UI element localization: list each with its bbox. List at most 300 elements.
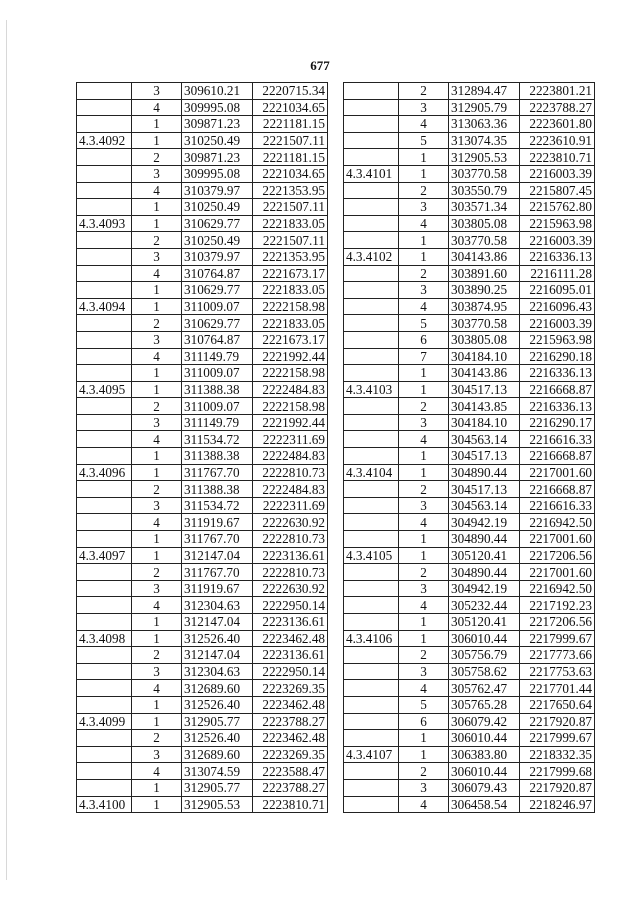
y-coordinate-cell: 2223269.35 bbox=[253, 746, 328, 763]
y-coordinate-cell: 2221992.44 bbox=[253, 348, 328, 365]
table-row bbox=[77, 696, 328, 713]
point-number-cell: 2 bbox=[132, 481, 182, 498]
x-coordinate-cell: 311919.67 bbox=[182, 514, 253, 531]
point-number-cell: 1 bbox=[399, 746, 449, 763]
point-number-cell: 2 bbox=[132, 647, 182, 664]
point-number-cell: 3 bbox=[399, 580, 449, 597]
table-row bbox=[344, 580, 595, 597]
x-coordinate-cell: 311388.38 bbox=[182, 481, 253, 498]
point-number-cell: 3 bbox=[399, 282, 449, 299]
x-coordinate-cell: 312689.60 bbox=[182, 680, 253, 697]
parcel-id-cell bbox=[344, 763, 399, 780]
point-number-cell: 6 bbox=[399, 331, 449, 348]
point-number-cell: 6 bbox=[399, 713, 449, 730]
y-coordinate-cell: 2221507.11 bbox=[253, 132, 328, 149]
parcel-id-cell bbox=[77, 730, 132, 747]
table-row bbox=[344, 614, 595, 631]
y-coordinate-cell: 2216003.39 bbox=[520, 232, 595, 249]
point-number-cell: 1 bbox=[132, 215, 182, 232]
table-row bbox=[77, 348, 328, 365]
x-coordinate-cell: 306458.54 bbox=[449, 796, 520, 813]
table-row bbox=[77, 199, 328, 216]
y-coordinate-cell: 2221034.65 bbox=[253, 165, 328, 182]
table-row bbox=[77, 116, 328, 133]
point-number-cell: 3 bbox=[132, 83, 182, 100]
parcel-id-cell bbox=[77, 564, 132, 581]
parcel-id-cell bbox=[77, 165, 132, 182]
parcel-id-cell: 4.3.4095 bbox=[77, 381, 132, 398]
parcel-id-cell bbox=[344, 448, 399, 465]
parcel-id-cell bbox=[77, 83, 132, 100]
y-coordinate-cell: 2216095.01 bbox=[520, 282, 595, 299]
x-coordinate-cell: 303874.95 bbox=[449, 298, 520, 315]
x-coordinate-cell: 312526.40 bbox=[182, 730, 253, 747]
parcel-id-cell bbox=[344, 132, 399, 149]
table-row bbox=[77, 481, 328, 498]
y-coordinate-cell: 2222158.98 bbox=[253, 298, 328, 315]
parcel-id-cell bbox=[77, 232, 132, 249]
y-coordinate-cell: 2217001.60 bbox=[520, 564, 595, 581]
table-row bbox=[344, 116, 595, 133]
y-coordinate-cell: 2223136.61 bbox=[253, 547, 328, 564]
parcel-id-cell bbox=[344, 796, 399, 813]
parcel-id-cell bbox=[344, 647, 399, 664]
y-coordinate-cell: 2221833.05 bbox=[253, 215, 328, 232]
x-coordinate-cell: 310629.77 bbox=[182, 282, 253, 299]
point-number-cell: 3 bbox=[132, 414, 182, 431]
y-coordinate-cell: 2221833.05 bbox=[253, 282, 328, 299]
y-coordinate-cell: 2222311.69 bbox=[253, 497, 328, 514]
x-coordinate-cell: 306010.44 bbox=[449, 763, 520, 780]
point-number-cell: 1 bbox=[399, 531, 449, 548]
y-coordinate-cell: 2221181.15 bbox=[253, 149, 328, 166]
point-number-cell: 2 bbox=[132, 730, 182, 747]
table-row bbox=[344, 298, 595, 315]
y-coordinate-cell: 2223588.47 bbox=[253, 763, 328, 780]
table-row bbox=[344, 414, 595, 431]
point-number-cell: 1 bbox=[132, 464, 182, 481]
parcel-id-cell bbox=[344, 298, 399, 315]
y-coordinate-cell: 2221992.44 bbox=[253, 414, 328, 431]
y-coordinate-cell: 2215963.98 bbox=[520, 331, 595, 348]
point-number-cell: 1 bbox=[132, 298, 182, 315]
x-coordinate-cell: 304517.13 bbox=[449, 481, 520, 498]
x-coordinate-cell: 313074.35 bbox=[449, 132, 520, 149]
point-number-cell: 1 bbox=[132, 365, 182, 382]
x-coordinate-cell: 312905.77 bbox=[182, 713, 253, 730]
point-number-cell: 1 bbox=[399, 149, 449, 166]
x-coordinate-cell: 312526.40 bbox=[182, 630, 253, 647]
y-coordinate-cell: 2217920.87 bbox=[520, 779, 595, 796]
y-coordinate-cell: 2216290.18 bbox=[520, 348, 595, 365]
table-row bbox=[344, 232, 595, 249]
y-coordinate-cell: 2217753.63 bbox=[520, 663, 595, 680]
table-row bbox=[344, 696, 595, 713]
x-coordinate-cell: 304890.44 bbox=[449, 464, 520, 481]
table-row bbox=[344, 531, 595, 548]
table-row bbox=[77, 796, 328, 813]
y-coordinate-cell: 2216668.87 bbox=[520, 381, 595, 398]
parcel-id-cell bbox=[344, 83, 399, 100]
y-coordinate-cell: 2223801.21 bbox=[520, 83, 595, 100]
point-number-cell: 1 bbox=[132, 282, 182, 299]
parcel-id-cell bbox=[344, 398, 399, 415]
y-coordinate-cell: 2222630.92 bbox=[253, 514, 328, 531]
x-coordinate-cell: 312905.53 bbox=[182, 796, 253, 813]
y-coordinate-cell: 2223601.80 bbox=[520, 116, 595, 133]
y-coordinate-cell: 2216616.33 bbox=[520, 497, 595, 514]
table-row bbox=[77, 331, 328, 348]
table-row bbox=[77, 215, 328, 232]
x-coordinate-cell: 310250.49 bbox=[182, 132, 253, 149]
table-row bbox=[344, 248, 595, 265]
x-coordinate-cell: 306383.80 bbox=[449, 746, 520, 763]
y-coordinate-cell: 2222810.73 bbox=[253, 464, 328, 481]
x-coordinate-cell: 311534.72 bbox=[182, 431, 253, 448]
table-row bbox=[77, 763, 328, 780]
y-coordinate-cell: 2217999.67 bbox=[520, 630, 595, 647]
point-number-cell: 4 bbox=[132, 680, 182, 697]
point-number-cell: 2 bbox=[132, 398, 182, 415]
y-coordinate-cell: 2217206.56 bbox=[520, 547, 595, 564]
parcel-id-cell bbox=[77, 248, 132, 265]
y-coordinate-cell: 2218332.35 bbox=[520, 746, 595, 763]
table-row bbox=[344, 348, 595, 365]
x-coordinate-cell: 303805.08 bbox=[449, 331, 520, 348]
parcel-id-cell bbox=[344, 597, 399, 614]
parcel-id-cell bbox=[77, 431, 132, 448]
parcel-id-cell bbox=[344, 713, 399, 730]
x-coordinate-cell: 305762.47 bbox=[449, 680, 520, 697]
x-coordinate-cell: 303571.34 bbox=[449, 199, 520, 216]
x-coordinate-cell: 310250.49 bbox=[182, 232, 253, 249]
table-row bbox=[344, 165, 595, 182]
x-coordinate-cell: 310764.87 bbox=[182, 265, 253, 282]
table-row bbox=[344, 265, 595, 282]
parcel-id-cell bbox=[77, 265, 132, 282]
table-row bbox=[77, 265, 328, 282]
table-row bbox=[77, 713, 328, 730]
parcel-id-cell: 4.3.4101 bbox=[344, 165, 399, 182]
point-number-cell: 2 bbox=[399, 481, 449, 498]
point-number-cell: 2 bbox=[399, 564, 449, 581]
point-number-cell: 1 bbox=[132, 381, 182, 398]
parcel-id-cell: 4.3.4093 bbox=[77, 215, 132, 232]
point-number-cell: 4 bbox=[399, 597, 449, 614]
page-number: 677 bbox=[310, 58, 330, 73]
parcel-id-cell bbox=[344, 215, 399, 232]
point-number-cell: 2 bbox=[399, 647, 449, 664]
y-coordinate-cell: 2216336.13 bbox=[520, 365, 595, 382]
y-coordinate-cell: 2223462.48 bbox=[253, 630, 328, 647]
y-coordinate-cell: 2216942.50 bbox=[520, 514, 595, 531]
point-number-cell: 4 bbox=[399, 298, 449, 315]
table-row bbox=[77, 282, 328, 299]
y-coordinate-cell: 2216003.39 bbox=[520, 315, 595, 332]
table-row bbox=[344, 796, 595, 813]
x-coordinate-cell: 311919.67 bbox=[182, 580, 253, 597]
y-coordinate-cell: 2216616.33 bbox=[520, 431, 595, 448]
y-coordinate-cell: 2221833.05 bbox=[253, 315, 328, 332]
x-coordinate-cell: 309995.08 bbox=[182, 99, 253, 116]
table-row bbox=[77, 365, 328, 382]
point-number-cell: 1 bbox=[132, 116, 182, 133]
parcel-id-cell: 4.3.4092 bbox=[77, 132, 132, 149]
point-number-cell: 1 bbox=[399, 547, 449, 564]
table-row bbox=[344, 779, 595, 796]
parcel-id-cell: 4.3.4094 bbox=[77, 298, 132, 315]
point-number-cell: 3 bbox=[399, 99, 449, 116]
point-number-cell: 4 bbox=[399, 431, 449, 448]
parcel-id-cell bbox=[77, 149, 132, 166]
parcel-id-cell bbox=[344, 531, 399, 548]
table-row bbox=[344, 182, 595, 199]
x-coordinate-cell: 303891.60 bbox=[449, 265, 520, 282]
table-row bbox=[344, 315, 595, 332]
table-row bbox=[344, 564, 595, 581]
x-coordinate-cell: 312304.63 bbox=[182, 597, 253, 614]
x-coordinate-cell: 312905.77 bbox=[182, 779, 253, 796]
parcel-id-cell bbox=[344, 265, 399, 282]
point-number-cell: 1 bbox=[399, 730, 449, 747]
parcel-id-cell bbox=[77, 663, 132, 680]
x-coordinate-cell: 304563.14 bbox=[449, 431, 520, 448]
x-coordinate-cell: 310629.77 bbox=[182, 315, 253, 332]
parcel-id-cell bbox=[344, 348, 399, 365]
y-coordinate-cell: 2216003.39 bbox=[520, 165, 595, 182]
y-coordinate-cell: 2223269.35 bbox=[253, 680, 328, 697]
table-row bbox=[344, 381, 595, 398]
x-coordinate-cell: 303550.79 bbox=[449, 182, 520, 199]
point-number-cell: 3 bbox=[132, 663, 182, 680]
table-row bbox=[344, 199, 595, 216]
parcel-id-cell bbox=[344, 414, 399, 431]
y-coordinate-cell: 2221673.17 bbox=[253, 331, 328, 348]
y-coordinate-cell: 2217650.64 bbox=[520, 696, 595, 713]
x-coordinate-cell: 304890.44 bbox=[449, 564, 520, 581]
point-number-cell: 1 bbox=[132, 779, 182, 796]
table-row bbox=[77, 564, 328, 581]
parcel-id-cell: 4.3.4105 bbox=[344, 547, 399, 564]
point-number-cell: 1 bbox=[399, 614, 449, 631]
x-coordinate-cell: 313074.59 bbox=[182, 763, 253, 780]
point-number-cell: 1 bbox=[132, 531, 182, 548]
parcel-id-cell bbox=[344, 116, 399, 133]
point-number-cell: 1 bbox=[132, 199, 182, 216]
point-number-cell: 1 bbox=[132, 630, 182, 647]
parcel-id-cell bbox=[77, 647, 132, 664]
point-number-cell: 7 bbox=[399, 348, 449, 365]
x-coordinate-cell: 310250.49 bbox=[182, 199, 253, 216]
x-coordinate-cell: 310379.97 bbox=[182, 182, 253, 199]
point-number-cell: 3 bbox=[399, 779, 449, 796]
y-coordinate-cell: 2215762.80 bbox=[520, 199, 595, 216]
y-coordinate-cell: 2222810.73 bbox=[253, 531, 328, 548]
point-number-cell: 3 bbox=[132, 746, 182, 763]
y-coordinate-cell: 2217999.68 bbox=[520, 763, 595, 780]
parcel-id-cell: 4.3.4097 bbox=[77, 547, 132, 564]
table-row bbox=[77, 149, 328, 166]
y-coordinate-cell: 2223788.27 bbox=[253, 713, 328, 730]
x-coordinate-cell: 306010.44 bbox=[449, 630, 520, 647]
point-number-cell: 1 bbox=[132, 547, 182, 564]
parcel-id-cell bbox=[77, 531, 132, 548]
y-coordinate-cell: 2223136.61 bbox=[253, 647, 328, 664]
parcel-id-cell bbox=[344, 232, 399, 249]
y-coordinate-cell: 2217001.60 bbox=[520, 531, 595, 548]
point-number-cell: 3 bbox=[399, 497, 449, 514]
table-row bbox=[344, 431, 595, 448]
parcel-id-cell bbox=[77, 348, 132, 365]
parcel-id-cell bbox=[344, 431, 399, 448]
x-coordinate-cell: 304143.85 bbox=[449, 398, 520, 415]
table-row bbox=[77, 165, 328, 182]
table-row bbox=[344, 149, 595, 166]
parcel-id-cell bbox=[77, 414, 132, 431]
table-row bbox=[344, 365, 595, 382]
parcel-id-cell bbox=[344, 514, 399, 531]
y-coordinate-cell: 2215963.98 bbox=[520, 215, 595, 232]
point-number-cell: 2 bbox=[132, 564, 182, 581]
parcel-id-cell: 4.3.4099 bbox=[77, 713, 132, 730]
point-number-cell: 5 bbox=[399, 696, 449, 713]
point-number-cell: 2 bbox=[399, 763, 449, 780]
point-number-cell: 1 bbox=[132, 448, 182, 465]
x-coordinate-cell: 304942.19 bbox=[449, 514, 520, 531]
y-coordinate-cell: 2216096.43 bbox=[520, 298, 595, 315]
y-coordinate-cell: 2222484.83 bbox=[253, 481, 328, 498]
table-row bbox=[344, 730, 595, 747]
parcel-id-cell bbox=[344, 365, 399, 382]
x-coordinate-cell: 304517.13 bbox=[449, 381, 520, 398]
y-coordinate-cell: 2217192.23 bbox=[520, 597, 595, 614]
x-coordinate-cell: 312905.79 bbox=[449, 99, 520, 116]
table-row bbox=[344, 763, 595, 780]
y-coordinate-cell: 2222158.98 bbox=[253, 365, 328, 382]
x-coordinate-cell: 311767.70 bbox=[182, 564, 253, 581]
x-coordinate-cell: 313063.36 bbox=[449, 116, 520, 133]
point-number-cell: 2 bbox=[399, 265, 449, 282]
y-coordinate-cell: 2221034.65 bbox=[253, 99, 328, 116]
table-row bbox=[344, 83, 595, 100]
parcel-id-cell bbox=[344, 182, 399, 199]
x-coordinate-cell: 305120.41 bbox=[449, 547, 520, 564]
x-coordinate-cell: 304942.19 bbox=[449, 580, 520, 597]
x-coordinate-cell: 311388.38 bbox=[182, 381, 253, 398]
point-number-cell: 3 bbox=[399, 199, 449, 216]
parcel-id-cell bbox=[77, 199, 132, 216]
y-coordinate-cell: 2221353.95 bbox=[253, 248, 328, 265]
parcel-id-cell bbox=[77, 696, 132, 713]
x-coordinate-cell: 305232.44 bbox=[449, 597, 520, 614]
y-coordinate-cell: 2216111.28 bbox=[520, 265, 595, 282]
x-coordinate-cell: 312894.47 bbox=[449, 83, 520, 100]
table-row bbox=[344, 331, 595, 348]
x-coordinate-cell: 304143.86 bbox=[449, 248, 520, 265]
table-row bbox=[77, 514, 328, 531]
x-coordinate-cell: 312147.04 bbox=[182, 614, 253, 631]
parcel-id-cell bbox=[344, 481, 399, 498]
x-coordinate-cell: 303770.58 bbox=[449, 232, 520, 249]
point-number-cell: 2 bbox=[132, 232, 182, 249]
parcel-id-cell bbox=[77, 580, 132, 597]
table-row bbox=[344, 132, 595, 149]
table-row bbox=[344, 481, 595, 498]
y-coordinate-cell: 2220715.34 bbox=[253, 83, 328, 100]
table-row bbox=[77, 779, 328, 796]
point-number-cell: 4 bbox=[399, 514, 449, 531]
y-coordinate-cell: 2222630.92 bbox=[253, 580, 328, 597]
parcel-id-cell: 4.3.4098 bbox=[77, 630, 132, 647]
parcel-id-cell bbox=[344, 99, 399, 116]
y-coordinate-cell: 2216290.17 bbox=[520, 414, 595, 431]
table-row bbox=[77, 298, 328, 315]
table-row bbox=[77, 381, 328, 398]
y-coordinate-cell: 2217206.56 bbox=[520, 614, 595, 631]
x-coordinate-cell: 311388.38 bbox=[182, 448, 253, 465]
parcel-id-cell bbox=[77, 514, 132, 531]
table-row bbox=[77, 680, 328, 697]
table-row bbox=[77, 398, 328, 415]
x-coordinate-cell: 311767.70 bbox=[182, 464, 253, 481]
point-number-cell: 2 bbox=[399, 83, 449, 100]
table-row bbox=[344, 514, 595, 531]
point-number-cell: 4 bbox=[132, 597, 182, 614]
y-coordinate-cell: 2216942.50 bbox=[520, 580, 595, 597]
table-row bbox=[77, 597, 328, 614]
x-coordinate-cell: 311534.72 bbox=[182, 497, 253, 514]
parcel-id-cell bbox=[344, 564, 399, 581]
y-coordinate-cell: 2223610.91 bbox=[520, 132, 595, 149]
x-coordinate-cell: 311009.07 bbox=[182, 398, 253, 415]
y-coordinate-cell: 2217920.87 bbox=[520, 713, 595, 730]
table-row bbox=[77, 464, 328, 481]
table-row bbox=[344, 547, 595, 564]
table-row bbox=[77, 746, 328, 763]
x-coordinate-cell: 312304.63 bbox=[182, 663, 253, 680]
parcel-id-cell bbox=[77, 365, 132, 382]
point-number-cell: 3 bbox=[399, 663, 449, 680]
x-coordinate-cell: 304184.10 bbox=[449, 348, 520, 365]
x-coordinate-cell: 310629.77 bbox=[182, 215, 253, 232]
parcel-id-cell bbox=[77, 282, 132, 299]
point-number-cell: 1 bbox=[399, 448, 449, 465]
table-row bbox=[344, 215, 595, 232]
point-number-cell: 4 bbox=[399, 796, 449, 813]
y-coordinate-cell: 2222158.98 bbox=[253, 398, 328, 415]
y-coordinate-cell: 2218246.97 bbox=[520, 796, 595, 813]
y-coordinate-cell: 2221507.11 bbox=[253, 199, 328, 216]
point-number-cell: 5 bbox=[399, 132, 449, 149]
y-coordinate-cell: 2221673.17 bbox=[253, 265, 328, 282]
x-coordinate-cell: 304890.44 bbox=[449, 531, 520, 548]
x-coordinate-cell: 306010.44 bbox=[449, 730, 520, 747]
x-coordinate-cell: 310764.87 bbox=[182, 331, 253, 348]
x-coordinate-cell: 312147.04 bbox=[182, 647, 253, 664]
x-coordinate-cell: 304517.13 bbox=[449, 448, 520, 465]
table-row bbox=[344, 680, 595, 697]
table-row bbox=[344, 713, 595, 730]
point-number-cell: 1 bbox=[399, 165, 449, 182]
y-coordinate-cell: 2216668.87 bbox=[520, 448, 595, 465]
y-coordinate-cell: 2216336.13 bbox=[520, 398, 595, 415]
y-coordinate-cell: 2222484.83 bbox=[253, 381, 328, 398]
x-coordinate-cell: 311149.79 bbox=[182, 414, 253, 431]
y-coordinate-cell: 2221181.15 bbox=[253, 116, 328, 133]
point-number-cell: 1 bbox=[399, 248, 449, 265]
point-number-cell: 2 bbox=[399, 398, 449, 415]
point-number-cell: 4 bbox=[399, 215, 449, 232]
